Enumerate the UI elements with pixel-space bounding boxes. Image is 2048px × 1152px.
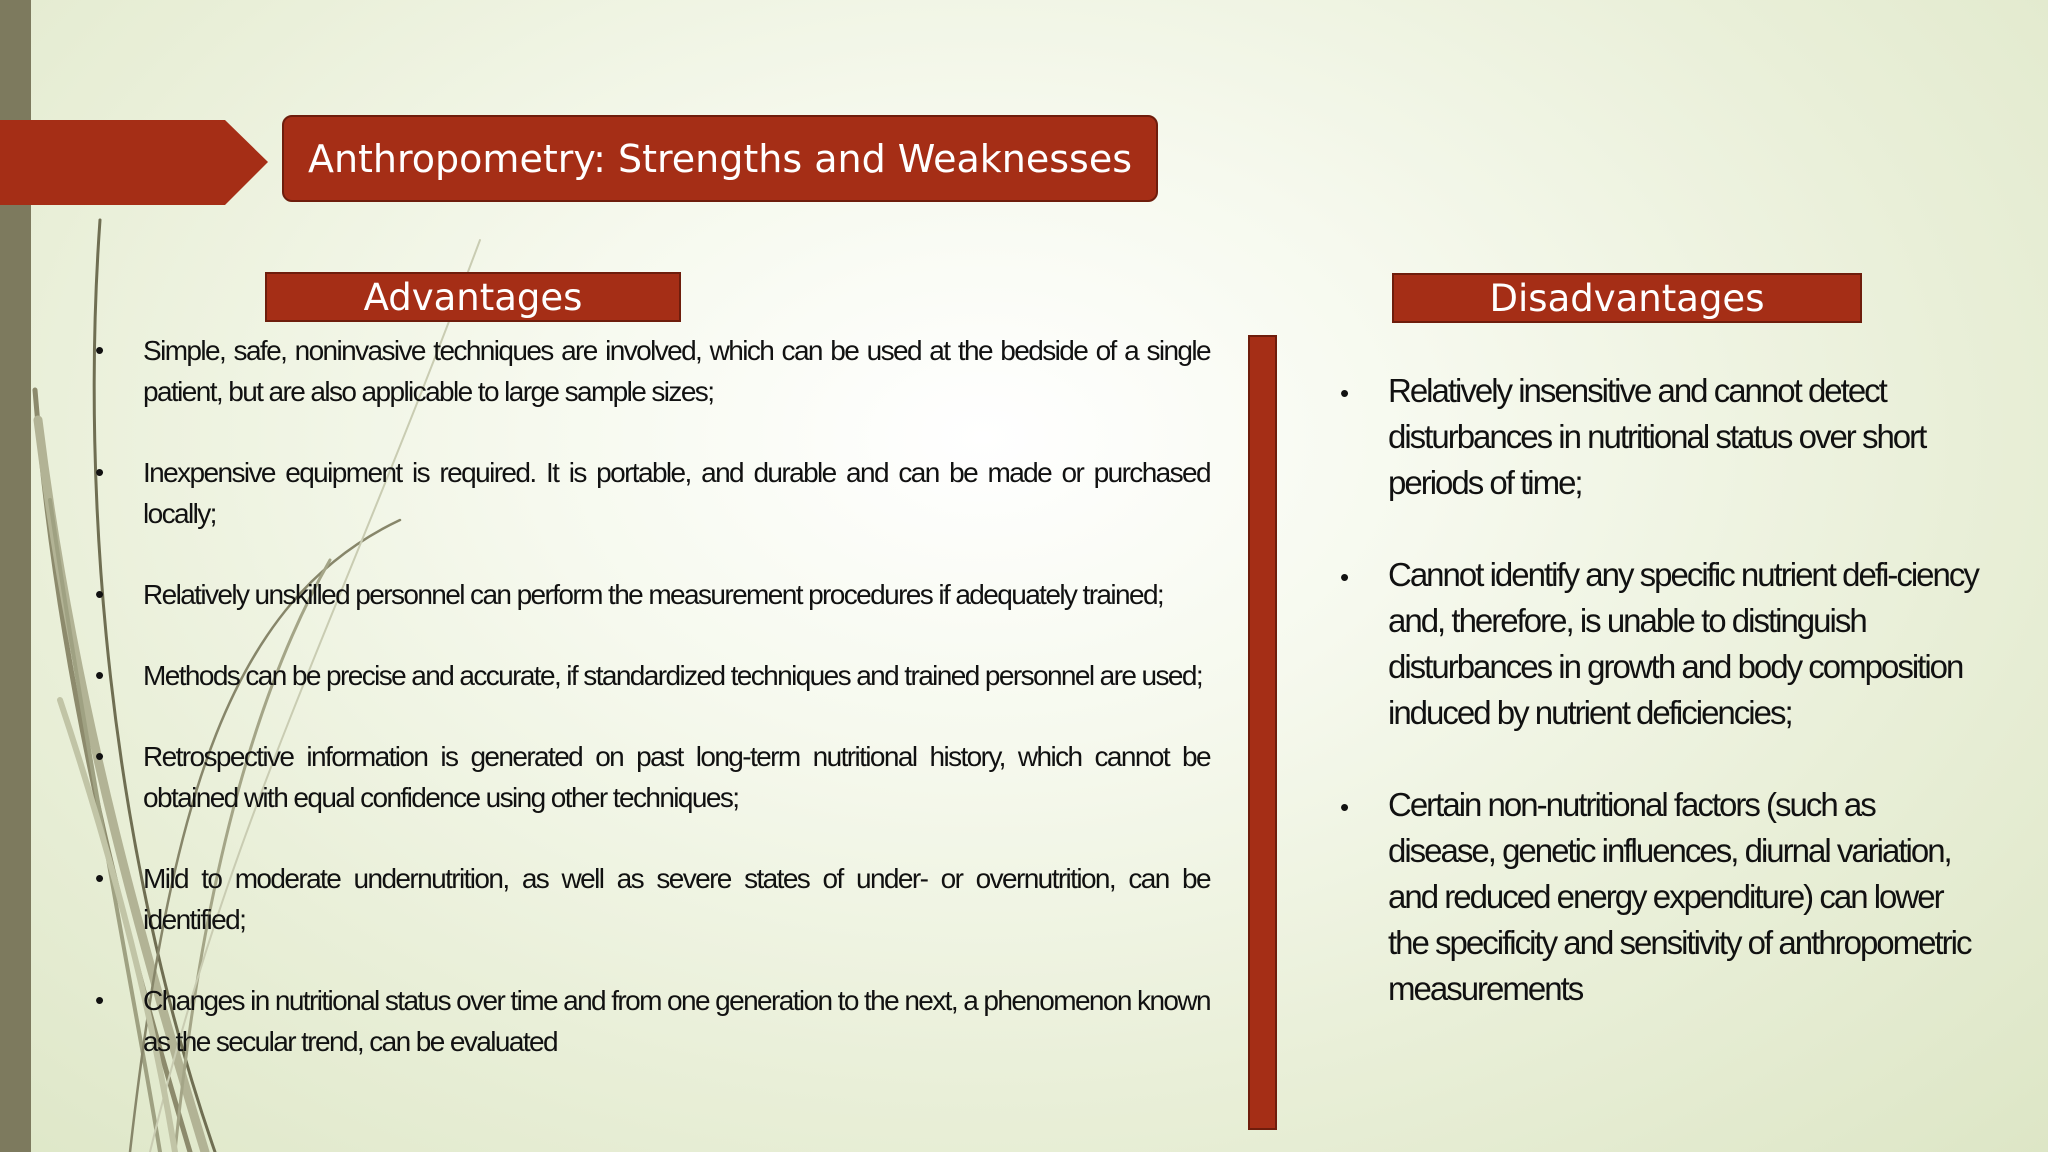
disadvantage-text: Certain non-nutritional factors (such as disease, genetic influences, diurnal variation, and reduced energy expenditure) can lower the specificity and sensitivity of anthropometric measurements bbox=[1388, 786, 1971, 1007]
bullet-icon: • bbox=[95, 863, 103, 893]
bullet-icon: • bbox=[95, 457, 103, 487]
advantages-heading: Advantages bbox=[363, 275, 583, 319]
advantage-text: Simple, safe, noninvasive techniques are involved, which can be used at the bedside of a single patient, but are also applicable to large sample sizes; bbox=[143, 335, 1210, 407]
disadvantages-list bbox=[1340, 368, 1980, 1058]
advantages-list bbox=[95, 330, 1210, 1102]
advantage-text: Retrospective information is generated on past long-term nutritional history, which cannot be obtained with equal confidence using other techniques; bbox=[143, 741, 1210, 813]
list-item bbox=[1340, 368, 1980, 506]
disadvantage-text: Cannot identify any specific nutrient defi-ciency and, therefore, is unable to distinguish disturbances in growth and body composition induced by nutrient deficiencies; bbox=[1388, 556, 1978, 731]
list-item bbox=[1340, 782, 1980, 1012]
list-item bbox=[95, 574, 1210, 615]
list-item bbox=[95, 452, 1210, 534]
advantages-heading-box bbox=[265, 272, 681, 322]
bullet-icon: • bbox=[95, 579, 103, 609]
bullet-icon: • bbox=[95, 741, 103, 771]
bullet-icon: • bbox=[95, 335, 103, 365]
bullet-icon: • bbox=[1340, 792, 1348, 822]
title-arrow-tab bbox=[0, 120, 268, 205]
bullet-icon: • bbox=[95, 660, 103, 690]
list-item bbox=[95, 980, 1210, 1062]
title-banner bbox=[282, 115, 1158, 202]
advantage-text: Mild to moderate undernutrition, as well as severe states of under- or overnutrition, can be identified; bbox=[143, 863, 1210, 935]
advantage-text: Changes in nutritional status over time and from one generation to the next, a phenomenon known as the secular trend, can be evaluated bbox=[143, 985, 1210, 1057]
page-title: Anthropometry: Strengths and Weaknesses bbox=[307, 136, 1133, 181]
list-item bbox=[1340, 552, 1980, 736]
bullet-icon: • bbox=[95, 985, 103, 1015]
list-item bbox=[95, 736, 1210, 818]
disadvantages-heading: Disadvantages bbox=[1489, 276, 1765, 320]
bullet-icon: • bbox=[1340, 562, 1348, 592]
list-item bbox=[95, 655, 1210, 696]
disadvantage-text: Relatively insensitive and cannot detect disturbances in nutritional status over short periods of time; bbox=[1388, 372, 1926, 501]
bullet-icon: • bbox=[1340, 378, 1348, 408]
list-item bbox=[95, 330, 1210, 412]
column-divider bbox=[1248, 335, 1277, 1130]
advantage-text: Relatively unskilled personnel can perform the measurement procedures if adequately trained; bbox=[143, 579, 1164, 610]
list-item bbox=[95, 858, 1210, 940]
disadvantages-heading-box bbox=[1392, 273, 1862, 323]
advantage-text: Inexpensive equipment is required. It is portable, and durable and can be made or purchased locally; bbox=[143, 457, 1210, 529]
advantage-text: Methods can be precise and accurate, if standardized techniques and trained personnel are used; bbox=[143, 660, 1203, 691]
